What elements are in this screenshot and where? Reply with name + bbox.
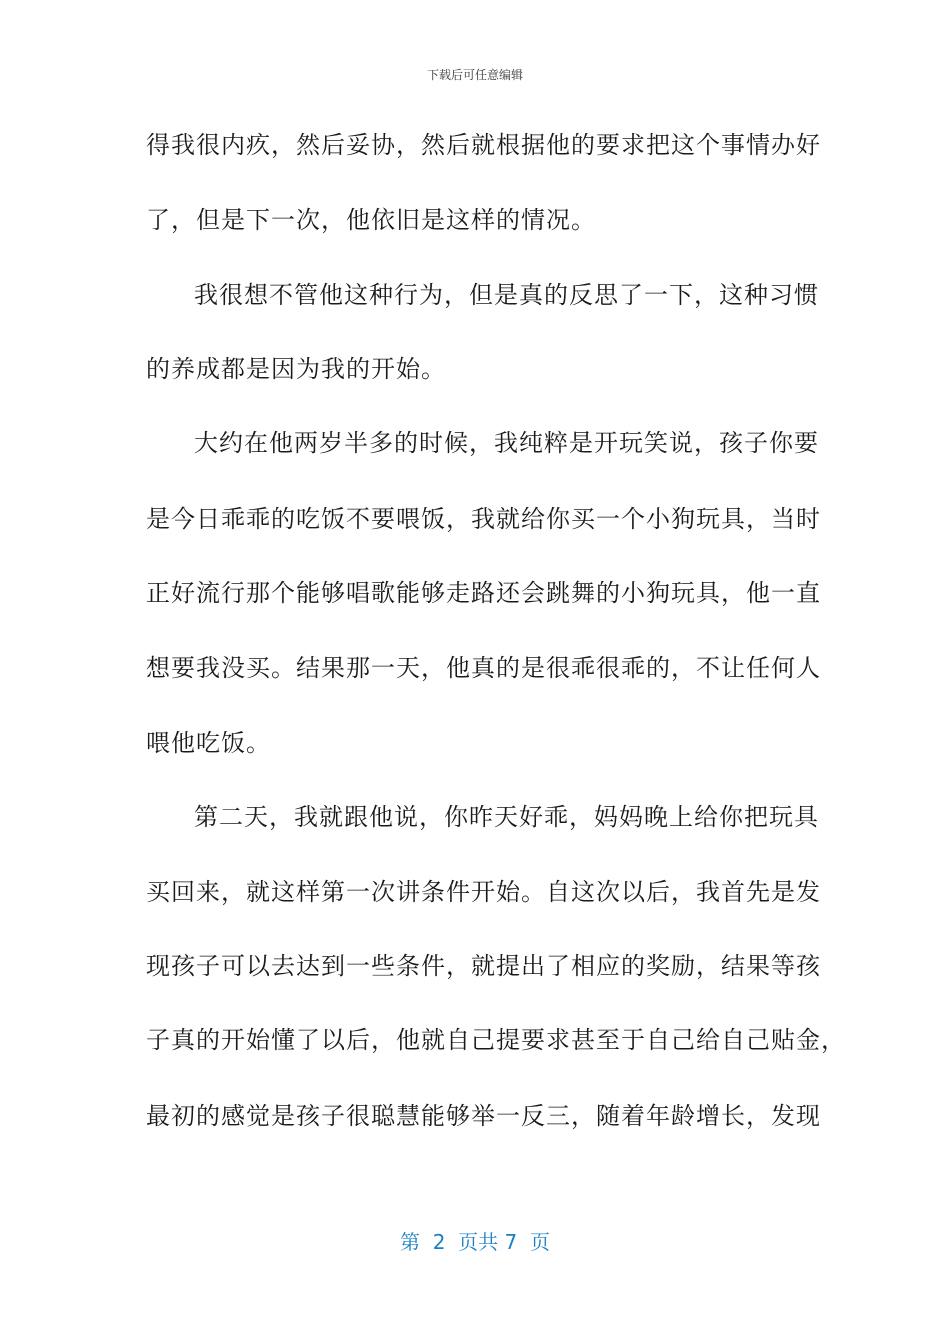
body-line: 的养成都是因为我的开始。 (146, 355, 446, 383)
page-number-footer: 第 2 页共 7 页 (400, 1230, 550, 1254)
body-line: 现孩子可以去达到一些条件，就提出了相应的奖励，结果等孩 (146, 952, 821, 980)
body-line: 第二天，我就跟他说，你昨天好乖，妈妈晚上给你把玩具 (194, 803, 819, 831)
body-line: 是今日乖乖的吃饭不要喂饭，我就给你买一个小狗玩具，当时 (146, 505, 821, 533)
body-line: 了，但是下一次，他依旧是这样的情况。 (146, 206, 596, 234)
body-line: 正好流行那个能够唱歌能够走路还会跳舞的小狗玩具，他一直 (146, 579, 821, 607)
body-line: 我很想不管他这种行为，但是真的反思了一下，这种习惯 (194, 281, 819, 309)
body-line: 喂他吃饭。 (146, 729, 271, 757)
page-header: 下载后可任意编辑 (426, 68, 523, 82)
body-line: 子真的开始懂了以后，他就自己提要求甚至于自己给自己贴金， (146, 1026, 846, 1054)
body-line: 买回来，就这样第一次讲条件开始。自这次以后，我首先是发 (146, 878, 821, 906)
body-line: 最初的感觉是孩子很聪慧能够举一反三，随着年龄增长，发现 (146, 1102, 821, 1130)
body-line: 得我很内疚，然后妥协，然后就根据他的要求把这个事情办好 (146, 131, 821, 159)
body-line: 想要我没买。结果那一天，他真的是很乖很乖的，不让任何人 (146, 654, 821, 682)
body-line: 大约在他两岁半多的时候，我纯粹是开玩笑说，孩子你要 (194, 429, 819, 457)
